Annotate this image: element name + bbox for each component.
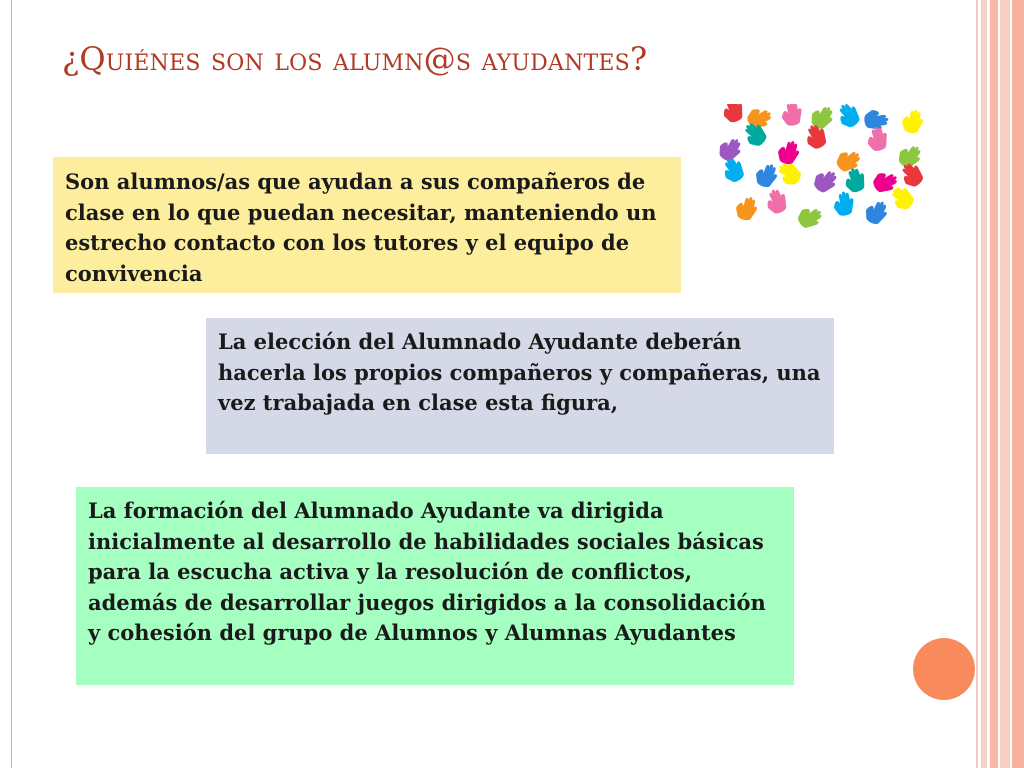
decor-stripe xyxy=(990,0,998,768)
hand-icon xyxy=(833,145,864,176)
left-border-line xyxy=(11,0,12,768)
hand-icon xyxy=(762,186,791,216)
hand-icon xyxy=(833,104,864,131)
definition-box: Son alumnos/as que ayudan a sus compañeros de clase en lo que puedan necesitar, manteniendo un estrecho contacto con los tutores y el equipo de convivencia xyxy=(53,157,681,293)
hand-icon xyxy=(718,154,748,185)
hand-icon xyxy=(779,104,803,127)
hand-icon xyxy=(719,104,746,125)
colorful-hands-icon xyxy=(712,104,924,230)
hand-icon xyxy=(794,202,825,230)
decor-stripe xyxy=(1012,0,1024,768)
election-box: La elección del Alumnado Ayudante deberán hacerla los propios compañeros y compañeras, una vez trabajada en clase esta figura, xyxy=(206,318,834,454)
training-box: La formación del Alumnado Ayudante va dirigida inicialmente al desarrollo de habilidades sociales básicas para la escucha activa y la resolución de conflictos, además de desarrollar juegos dirigidos a la consolidación y cohesión del grupo de Alumnos y Alumnas Ayudantes xyxy=(76,487,794,685)
decor-stripe xyxy=(1000,0,1010,768)
hand-icon xyxy=(862,197,891,227)
hand-icon xyxy=(864,125,890,153)
hand-icon xyxy=(753,160,780,189)
accent-circle xyxy=(913,638,975,700)
hand-icon xyxy=(900,108,924,135)
decor-stripe xyxy=(981,0,987,768)
hand-icon xyxy=(776,138,802,166)
hand-icon xyxy=(810,165,841,196)
hand-icon xyxy=(734,194,760,222)
slide-title: ¿Quiénes son los alumn@s ayudantes? xyxy=(62,40,648,78)
hand-icon xyxy=(715,133,745,164)
decor-stripe xyxy=(976,0,978,768)
hand-icon xyxy=(831,190,855,217)
